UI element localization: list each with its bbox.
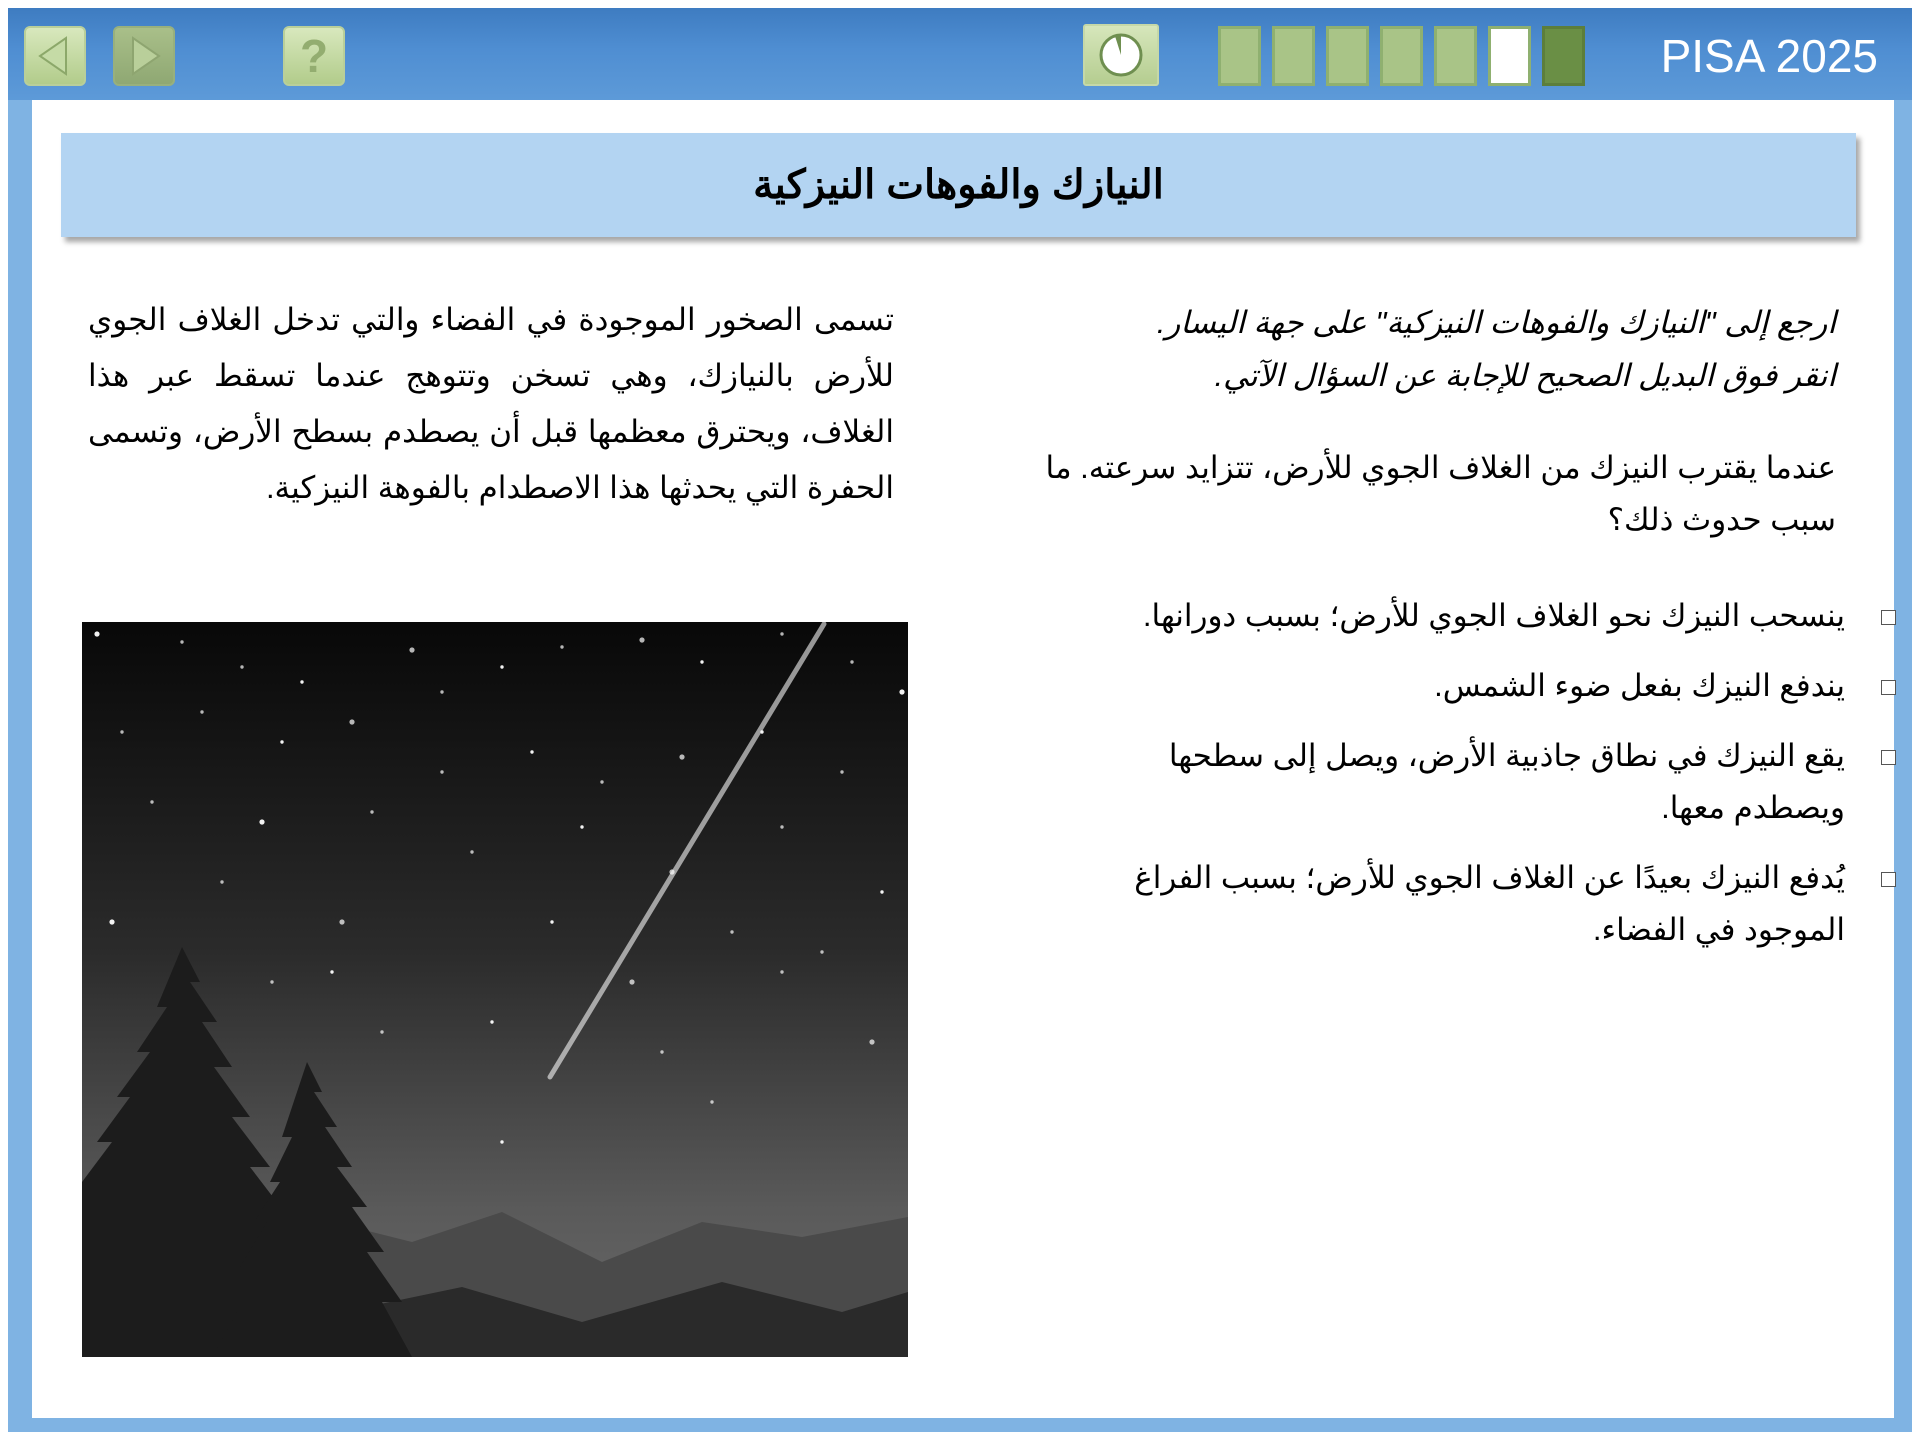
question-stem: عندما يقترب النيزك من الغلاف الجوي للأرض، تتزايد سرعته. ما سبب حدوث ذلك؟ (1045, 450, 1836, 537)
timer-button[interactable] (1083, 24, 1159, 86)
brand-label: PISA 2025 (1660, 30, 1878, 82)
option-text: يقع النيزك في نطاق جاذبية الأرض، ويصل إلى سطحها ويصطدم معها. (1168, 738, 1845, 825)
back-arrow-icon (26, 28, 84, 84)
progress-box-5 (1434, 26, 1477, 86)
option-checkbox[interactable] (1881, 872, 1896, 887)
answer-option-3[interactable] (1010, 730, 1896, 834)
progress-indicator (1218, 26, 1585, 86)
progress-box-6 (1488, 26, 1531, 86)
forward-arrow-icon (115, 28, 173, 84)
shooting-star-night-sky-image (82, 622, 908, 1357)
forward-button[interactable] (113, 26, 175, 86)
progress-box-2 (1272, 26, 1315, 86)
progress-box-3 (1326, 26, 1369, 86)
answer-option-2[interactable] (1010, 660, 1896, 712)
back-button[interactable] (24, 26, 86, 86)
answer-option-1[interactable] (1010, 590, 1896, 642)
unit-title: النيازك والفوهات النيزكية (753, 163, 1164, 207)
instruction-line-2: انقر فوق البديل الصحيح للإجابة عن السؤال الآتي. (1214, 358, 1836, 393)
instruction-text (1030, 296, 1836, 402)
option-checkbox[interactable] (1881, 750, 1896, 765)
option-checkbox[interactable] (1881, 680, 1896, 695)
answer-options (1010, 590, 1896, 974)
answer-option-4[interactable] (1010, 852, 1896, 956)
unit-title-bar (61, 133, 1856, 237)
instruction-line-1: ارجع إلى "النيازك والفوهات النيزكية" على جهة اليسار. (1156, 305, 1836, 340)
help-icon: ? (299, 30, 329, 82)
option-text: ينسحب النيزك نحو الغلاف الجوي للأرض؛ بسبب دورانها. (1142, 598, 1845, 633)
option-text: يُدفع النيزك بعيدًا عن الغلاف الجوي للأرض؛ بسبب الفراغ الموجود في الفضاء. (1134, 860, 1845, 947)
progress-box-1 (1218, 26, 1261, 86)
stimulus-text: تسمى الصخور الموجودة في الفضاء والتي تدخل الغلاف الجوي للأرض بالنيازك، وهي تسخن وتتوهج عندما تسقط عبر هذا الغلاف، ويحترق معظمها قبل أن يصطدم بسطح الأرض، وتسمى الحفرة التي يحدثها هذا الاصطدام بالفوهة النيزكية. (88, 302, 894, 505)
option-text: يندفع النيزك بفعل ضوء الشمس. (1434, 668, 1845, 703)
clock-icon (1085, 26, 1157, 84)
progress-box-7 (1542, 26, 1585, 86)
help-button[interactable] (283, 26, 345, 86)
option-checkbox[interactable] (1881, 610, 1896, 625)
progress-box-4 (1380, 26, 1423, 86)
